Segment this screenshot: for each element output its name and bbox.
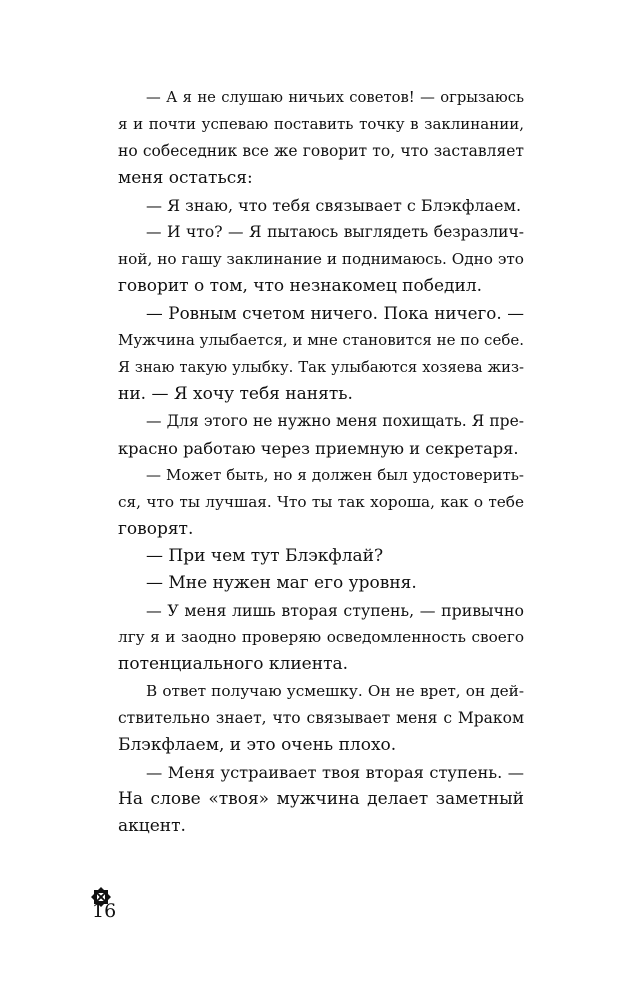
text-line: — Может быть, но я должен был удостоверить-: [146, 466, 524, 484]
text-line: — Мне нужен маг его уровня.: [146, 573, 417, 593]
text-line: — Для этого не нужно меня похищать. Я пре-: [146, 412, 524, 430]
text-line: Мужчина улыбается, и мне становится не по себе.: [118, 331, 524, 349]
text-line: — У меня лишь вторая ступень, — привычно: [146, 601, 524, 620]
text-line: ни. — Я хочу тебя нанять.: [118, 384, 353, 404]
page-number: 16: [92, 900, 117, 922]
text-line: — Меня устраивает твоя вторая ступень. —: [146, 763, 524, 782]
text-line: красно работаю через приемную и секретаря.: [118, 439, 519, 458]
text-line: — Ровным счетом ничего. Пока ничего. —: [146, 303, 524, 323]
text-line: Блэкфлаем, и это очень плохо.: [118, 735, 397, 755]
text-line: ствительно знает, что связывает меня с Мраком: [118, 709, 524, 727]
text-line: На слове «твоя» мужчина делает заметный: [118, 789, 524, 809]
page-body-text: [118, 84, 524, 840]
text-line: — И что? — Я пытаюсь выглядеть безразлич-: [146, 223, 524, 241]
text-line: но собеседник все же говорит то, что заставляет: [118, 142, 524, 160]
text-line: ной, но гашу заклинание и поднимаюсь. Одно это: [118, 250, 524, 268]
text-line: лгу я и заодно проверяю осведомленность своего: [118, 628, 524, 646]
text-line: ся, что ты лучшая. Что ты так хороша, как о тебе: [118, 493, 524, 511]
text-line: В ответ получаю усмешку. Он не врет, он дей-: [146, 682, 524, 700]
text-line: Я знаю такую улыбку. Так улыбаются хозяева жиз-: [118, 359, 524, 376]
text-line: говорят.: [118, 519, 194, 539]
text-line: говорит о том, что незнакомец победил.: [118, 276, 483, 296]
text-line: — Я знаю, что тебя связывает с Блэкфлаем.: [146, 196, 522, 215]
text-line: я и почти успеваю поставить точку в заклинании,: [118, 115, 524, 133]
text-line: потенциального клиента.: [118, 654, 349, 674]
text-line: меня остаться:: [118, 168, 253, 188]
text-line: — А я не слушаю ничьих советов! — огрызаюсь: [146, 89, 524, 106]
text-line: — При чем тут Блэкфлай?: [146, 546, 384, 566]
text-line: акцент.: [118, 816, 186, 836]
